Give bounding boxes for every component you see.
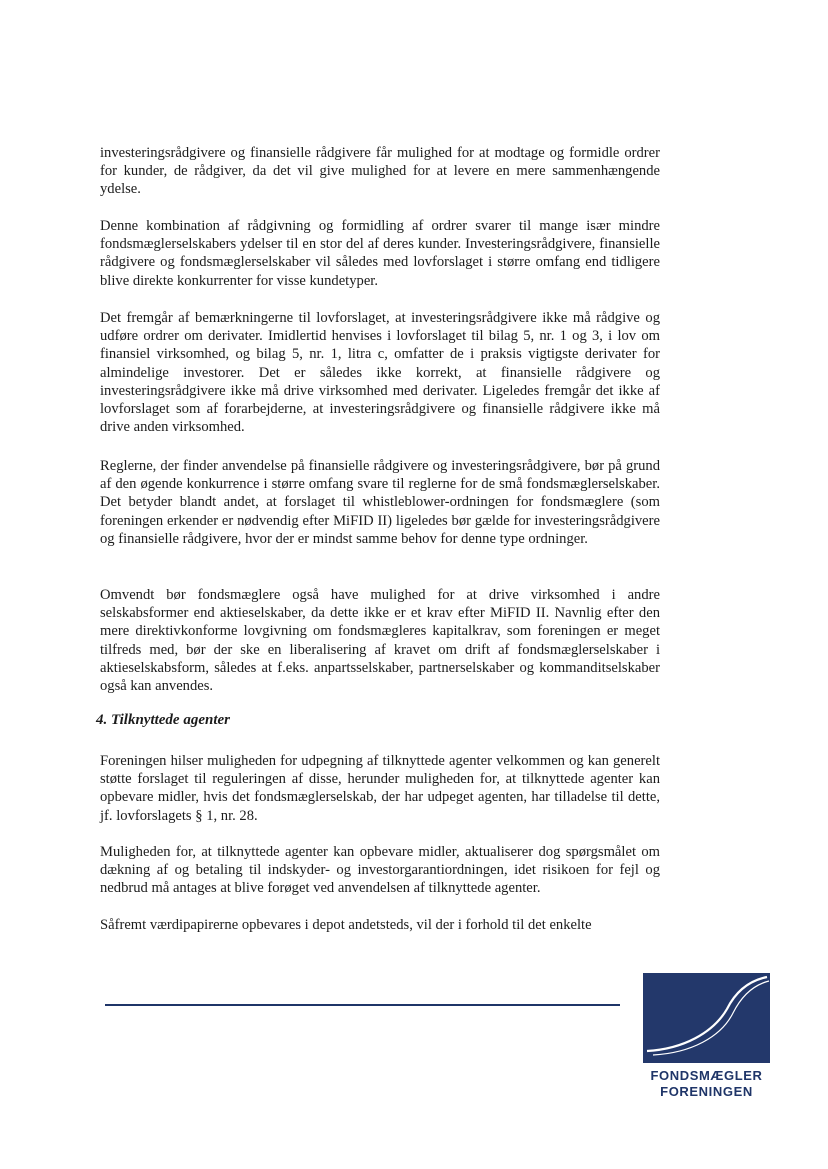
paragraph-2: Denne kombination af rådgivning og formidling af ordrer svarer til mange især mindre fondsmæglerselskabers ydelser til en stor del af deres kunder. Investeringsrådgivere, finansielle rådgivere og fondsmæglerselskaber vil således med lovforslaget i større omfang end tidligere blive direkte konkurrenter for visse kundetyper.	[100, 218, 660, 289]
paragraph-3: Det fremgår af bemærkningerne til lovforslaget, at investeringsrådgivere ikke må rådgive og udføre ordrer om derivater. Imidlertid henvises i lovforslaget til bilag 5, nr. 1 og 3, i lov om finansiel virksomhed, og bilag 5, nr. 1, litra c, omfatter de i praksis vigtigste derivater for almindelige investorer. Det er således ikke korrekt, at finansielle rådgivere og investeringsrådgivere ikke må drive virksomhed med derivater. Ligeledes fremgår det ikke af lovforslaget som af forarbejderne, at investeringsrådgivere og finansielle rådgivere ikke må drive anden virksomhed.	[100, 310, 660, 436]
paragraph-1: investeringsrådgivere og finansielle rådgivere får mulighed for at modtage og formidle ordrer for kunder, de rådgiver, da det vil give mulighed for at levere en mere sammenhængende ydelse.	[100, 145, 660, 198]
paragraph-7: Muligheden for, at tilknyttede agenter kan opbevare midler, aktualiserer dog spørgsmålet om dækning af og betaling til indskyder- og investorgarantiordningen, idet risikoen for fejl og nedbrud må antages at blive forøget ved anvendelsen af tilknyttede agenter.	[100, 844, 660, 897]
logo-mark	[643, 973, 770, 1063]
section-heading: 4. Tilknyttede agenter	[96, 712, 231, 728]
footer-rule	[105, 1004, 620, 1006]
logo-text-line2: FORENINGEN	[660, 1084, 753, 1099]
paragraph-4: Reglerne, der finder anvendelse på finansielle rådgivere og investeringsrådgivere, bør på grund af den øgende konkurrence i større omfang svare til reglerne for de små fondsmæglerselskaber. Det betyder blandt andet, at forslaget til whistleblower-ordningen for fondsmæglere (som foreningen erkender er nødvendig efter MiFID II) ligeledes bør gælde for investeringsrådgivere og finansielle rådgivere, hvor der er mindst samme behov for denne type ordninger.	[100, 458, 660, 547]
paragraph-8: Såfremt værdipapirerne opbevares i depot andetsteds, vil der i forhold til det enkelte	[100, 917, 592, 933]
logo-swoosh-icon	[643, 973, 770, 1063]
paragraph-5: Omvendt bør fondsmæglere også have mulighed for at drive virksomhed i andre selskabsformer end aktieselskaber, da dette ikke er et krav efter MiFID II. Navnlig efter den mere direktivkonforme lovgivning om fondsmægleres kapitalkrav, som foreningen er meget tilfreds med, bør der ske en liberalisering af kravet om drift af fondsmæglerselskaber i aktieselskabsform, således at f.eks. anpartsselskaber, partnerselskaber og kommanditselskaber også kan anvendes.	[100, 587, 660, 695]
logo-text-line1: FONDSMÆGLER	[650, 1068, 763, 1083]
paragraph-6: Foreningen hilser muligheden for udpegning af tilknyttede agenter velkommen og kan generelt støtte forslaget til reguleringen af disse, herunder muligheden for, at tilknyttede agenter kan opbevare midler, hvis det fondsmæglerselskab, der har udpeget agenten, har tilladelse til dette, jf. lovforslagets § 1, nr. 28.	[100, 753, 660, 824]
